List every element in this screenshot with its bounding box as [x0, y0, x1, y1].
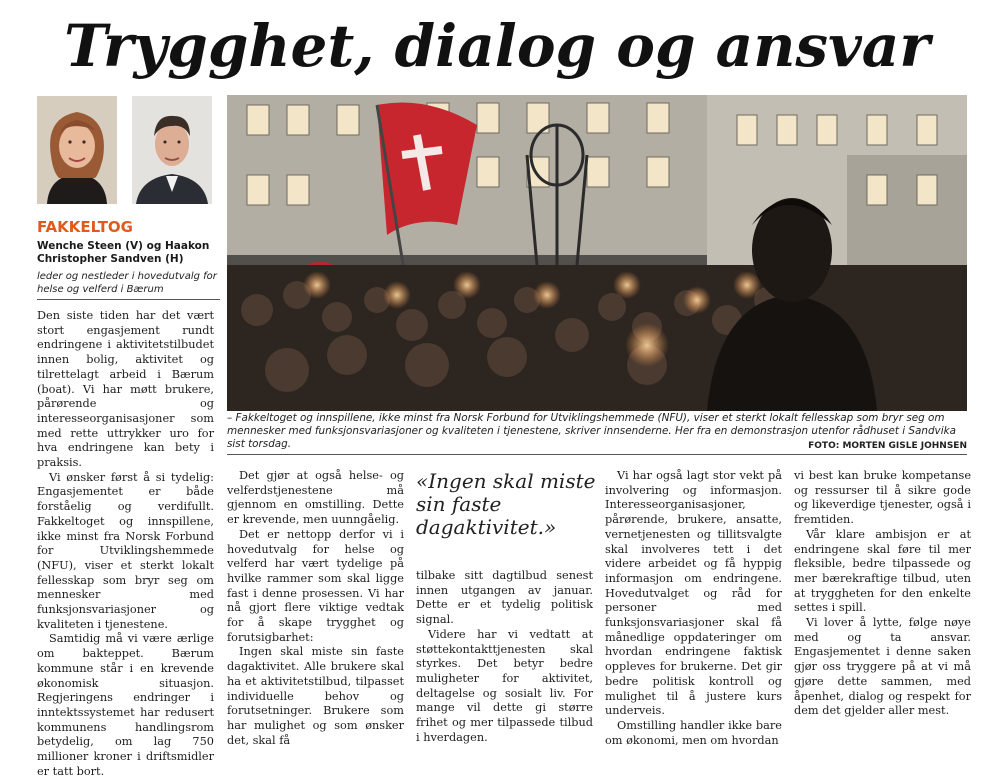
author-portrait-wenche-steen	[37, 96, 117, 204]
body-column-5	[794, 469, 971, 725]
divider	[37, 299, 220, 300]
paragraph: Ingen skal miste sin faste dagaktivitet. Alle brukere skal ha et aktivitetstilbud, tilpasset individuelle behov og forutsetninger. Brukere som har mulighet og som ønsker det, skal få	[227, 645, 404, 747]
paragraph: vi best kan bruke kompetanse og ressurser til å sikre gode og likeverdige tjenester, også i fremtiden.	[794, 469, 971, 527]
paragraph: Den siste tiden har det vært stort engasjement rundt endringene i aktivitetstilbudet innen bolig, aktivitet og tilrettelagt arbeid i Bærum (boat). Vi har møtt brukere, pårørende og interesseorganisasjoner som med rette uttrykker uro for hva endringene kan bety i praksis.	[37, 309, 214, 470]
pull-quote: «Ingen skal miste sin faste dagaktivitet.»	[416, 469, 596, 539]
paragraph: Vår klare ambisjon er at endringene skal føre til mer fleksible, bedre tilpassede og mer bærekraftige tilbud, uten at tryggheten for den enkelte settes i spill.	[794, 527, 971, 615]
body-column-4	[605, 469, 782, 747]
paragraph: Vi har også lagt stor vekt på involvering og informasjon. Interesseorganisasjoner, pårørende, brukere, ansatte, vernetjenesten og tillitsvalgte skal involveres tett i det videre arbeidet og få hyppig informasjon om endringene. Hovedutvalget og råd for personer med funksjonsvariasjoner skal få månedlige oppdateringer om hvordan endringene faktisk oppleves for brukerne. Det gir bedre politisk kontroll og mulighet til å justere kurs underveis.	[605, 469, 782, 718]
paragraph: Det gjør at også helse- og velferdstjenestene må gjennom en omstilling. Dette er krevende, men uunngåelig.	[227, 469, 404, 527]
author-role: leder og nestleder i hovedutvalg for helse og velferd i Bærum	[37, 271, 217, 295]
body-column-2	[227, 469, 404, 747]
headline: Trygghet, dialog og ansvar	[64, 12, 930, 80]
paragraph: Vi lover å lytte, følge nøye med og ta ansvar. Engasjementet i denne saken gjør oss tryggere på at vi må gjøre dette sammen, med åpenhet, dialog og respekt for dem det gjelder aller mest.	[794, 616, 971, 718]
photo-caption: – Fakkeltoget og innspillene, ikke minst fra Norsk Forbund for Utviklingshemmede (NFU), viser et sterkt lokalt fellesskap som bryr seg om mennesker med funksjonsvariasjoner og kvaliteten i tjenestene, skriver innsenderne. Her fra en demonstrasjon utenfor rådhuset i Sandvika sist torsdag.	[227, 412, 956, 450]
paragraph: Samtidig må vi være ærlige om bakteppet. Bærum kommune står i en krevende økonomisk situasjon. Regjeringens endringer i inntektssystemet har redusert kommunens handlingsrom betydelig, om lag 750 millioner kroner i driftsmidler er tatt bort.	[37, 632, 214, 778]
paragraph: Det er nettopp derfor vi i hovedutvalg for helse og velferd har vært tydelige på hvilke rammer som skal ligge fast i denne prosessen. Vi har nå gjort flere viktige vedtak for å skape trygghet og forutsigbarhet:	[227, 527, 404, 644]
paragraph: Videre har vi vedtatt at støttekontakttjenesten skal styrkes. Det betyr bedre muligheter for aktivitet, deltagelse og sosialt liv. For mange vil dette gi større frihet og mer tilpassede tilbud i hverdagen.	[416, 627, 593, 744]
body-column-3	[416, 569, 593, 744]
body-column-1	[37, 309, 214, 778]
byline: Wenche Steen (V) og Haakon Christopher Sandven (H)	[37, 240, 210, 265]
kicker: FAKKELTOG	[37, 218, 133, 236]
photo-credit: FOTO: MORTEN GISLE JOHNSEN	[808, 441, 967, 451]
paragraph: Omstilling handler ikke bare om økonomi, men om hvordan	[605, 718, 782, 747]
paragraph: tilbake sitt dagtilbud senest innen utgangen av januar. Dette er et tydelig politisk signal.	[416, 569, 593, 627]
divider	[227, 454, 967, 455]
author-portrait-haakon-sandven	[132, 96, 212, 204]
paragraph: Vi ønsker først å si tydelig: Engasjementet er både forståelig og verdifullt. Fakkeltoget og innspillene, ikke minst fra Norsk Forbund for Utviklingshemmede (NFU), viser et sterkt lokalt fellesskap som bryr seg om mennesker med funksjonsvariasjoner og kvaliteten i tjenestene.	[37, 470, 214, 631]
news-photo	[227, 95, 967, 411]
